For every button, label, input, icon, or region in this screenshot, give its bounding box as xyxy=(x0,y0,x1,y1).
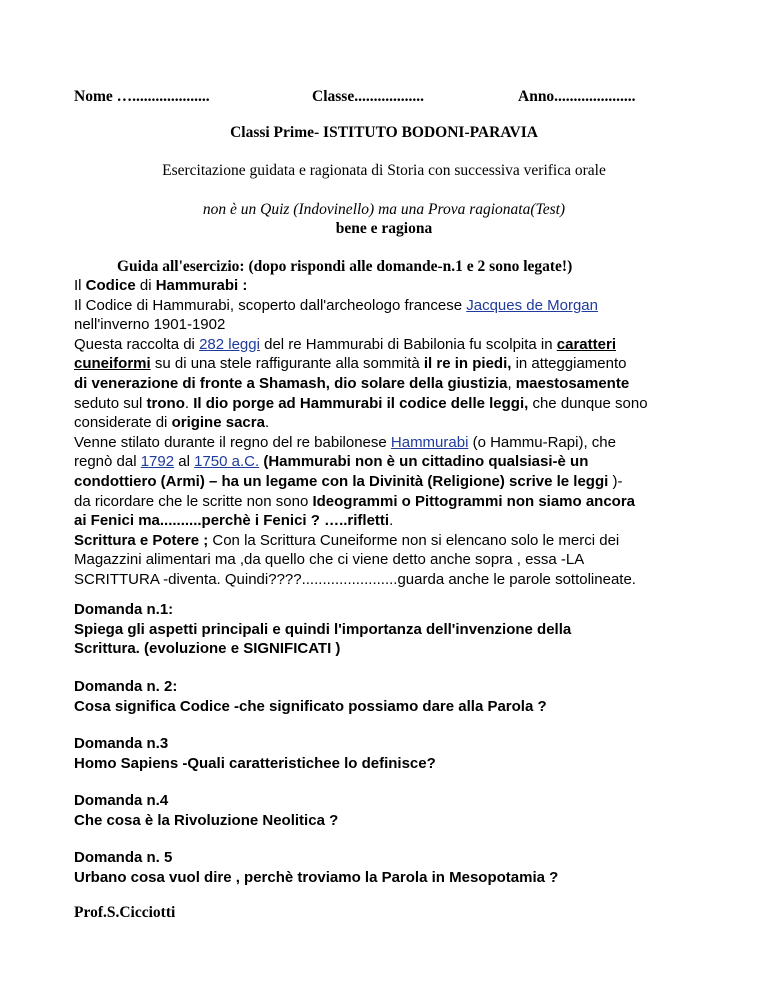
question-text: Cosa significa Codice -che significato possiamo dare alla Parola ? xyxy=(74,697,547,715)
underlined-term: cuneiformi xyxy=(74,355,151,373)
bold-note: bene e ragiona xyxy=(335,220,433,237)
text-run: (Hammurabi non è un cittadino qualsiasi-è un xyxy=(263,453,589,471)
p3-line5 xyxy=(74,511,704,531)
nome-field: Nome ….................... xyxy=(74,88,210,105)
text-run: Con la Scrittura Cuneiforme non si elencano solo le merci dei xyxy=(208,531,620,549)
question-2 xyxy=(74,677,547,716)
question-text: Che cosa è la Rivoluzione Neolitica ? xyxy=(74,811,339,829)
p2-line4 xyxy=(74,394,704,414)
underlined-term: caratteri xyxy=(556,335,616,353)
p2-line2 xyxy=(74,354,704,374)
text-run: maestosamente xyxy=(515,374,630,392)
link-282-leggi[interactable]: 282 leggi xyxy=(199,335,260,353)
text-run: di venerazione di fronte a Shamash, dio solare della giustizia xyxy=(74,374,508,392)
text-run: Hammurabi : xyxy=(155,277,248,294)
italic-note: non è un Quiz (Indovinello) ma una Prova ragionata(Test) xyxy=(202,201,566,218)
text-run: il re in piedi, xyxy=(423,355,512,373)
text-run: Il dio porge ad Hammurabi il codice delle leggi, xyxy=(193,394,529,412)
question-label: Domanda n.3 xyxy=(74,735,169,752)
text-run: condottiero (Armi) – ha un legame con la Divinità (Religione) scrive le leggi xyxy=(74,472,613,490)
text-run: trono xyxy=(146,394,185,412)
text-run: Il xyxy=(74,277,86,294)
question-4 xyxy=(74,791,338,830)
guide-heading: Guida all'esercizio: (dopo rispondi alle domande-n.1 e 2 sono legate!) xyxy=(117,258,573,275)
text-run: di xyxy=(135,277,156,294)
text-run: su di una stele raffigurante alla sommità xyxy=(150,355,424,373)
text-run: . xyxy=(264,414,270,432)
text-run: seduto sul xyxy=(74,394,147,412)
text-run: regnò dal xyxy=(74,453,141,471)
question-text: Homo Sapiens -Quali caratteristichee lo definisce? xyxy=(74,754,436,772)
classe-field: Classe.................. xyxy=(312,88,424,105)
p3-line2 xyxy=(74,452,704,472)
text-run: Venne stilato durante il regno del re babilonese xyxy=(74,433,391,451)
text-run: Scrittura e Potere ; xyxy=(74,531,209,549)
text-run: Questa raccolta di xyxy=(74,335,200,353)
text-run: da ricordare che le scritte non sono xyxy=(74,492,313,510)
text-run: Codice xyxy=(85,277,136,294)
page-title: Classi Prime- ISTITUTO BODONI-PARAVIA xyxy=(230,124,538,141)
p3-line4 xyxy=(74,492,704,512)
text-run: . xyxy=(184,394,194,412)
text-run: Ideogrammi o Pittogrammi non siamo ancora xyxy=(312,492,636,510)
p4-line2: Magazzini alimentari ma ,da quello che ci viene detto anche sopra , essa -LA xyxy=(74,551,585,569)
p2-line3 xyxy=(74,374,704,394)
question-label: Domanda n.1: xyxy=(74,601,174,618)
p4-line1 xyxy=(74,531,704,551)
question-3 xyxy=(74,734,436,773)
guide-body xyxy=(74,276,704,590)
question-text: Urbano cosa vuol dire , perchè troviamo la Parola in Mesopotamia ? xyxy=(74,868,559,886)
codice-line xyxy=(74,276,704,296)
p2-line1 xyxy=(74,335,704,355)
question-text: Spiega gli aspetti principali e quindi l'importanza dell'invenzione della xyxy=(74,620,572,638)
p2-line5 xyxy=(74,413,704,433)
question-label: Domanda n.4 xyxy=(74,792,169,809)
text-run: , xyxy=(507,374,516,392)
text-run: al xyxy=(174,453,195,471)
link-1792[interactable]: 1792 xyxy=(140,453,175,471)
question-label: Domanda n. 5 xyxy=(74,849,173,866)
link-1750-ac[interactable]: 1750 a.C. xyxy=(194,453,260,471)
anno-field: Anno..................... xyxy=(518,88,636,105)
text-run: ai Fenici ma..........perchè i Fenici ? …..rifletti xyxy=(74,512,390,530)
p1-line2: nell'inverno 1901-1902 xyxy=(74,316,226,334)
question-1 xyxy=(74,600,571,659)
text-run: (o Hammu-Rapi), che xyxy=(468,433,616,451)
question-label: Domanda n. 2: xyxy=(74,678,178,695)
text-run: Il Codice di Hammurabi, scoperto dall'archeologo francese xyxy=(74,296,467,314)
question-5 xyxy=(74,848,558,887)
text-run: in atteggiamento xyxy=(511,355,627,373)
text-run: . xyxy=(389,512,394,530)
p1-line1 xyxy=(74,296,704,316)
p3-line1 xyxy=(74,433,704,453)
text-run: che dunque sono xyxy=(528,394,648,412)
link-jacques-de-morgan[interactable]: Jacques de Morgan xyxy=(466,296,598,314)
p3-line3 xyxy=(74,472,704,492)
link-hammurabi[interactable]: Hammurabi xyxy=(390,433,469,451)
subtitle: Esercitazione guidata e ragionata di Storia con successiva verifica orale xyxy=(162,162,606,179)
text-run: del re Hammurabi di Babilonia fu scolpita in xyxy=(259,335,557,353)
text-run: )- xyxy=(612,472,623,490)
text-run: considerate di xyxy=(74,414,172,432)
text-run: origine sacra xyxy=(171,414,265,432)
question-text: Scrittura. (evoluzione e SIGNIFICATI ) xyxy=(74,640,341,658)
p4-line3: SCRITTURA -diventa. Quindi????.......................guarda anche le parole sottolineate. xyxy=(74,570,636,588)
signature: Prof.S.Cicciotti xyxy=(74,904,176,921)
